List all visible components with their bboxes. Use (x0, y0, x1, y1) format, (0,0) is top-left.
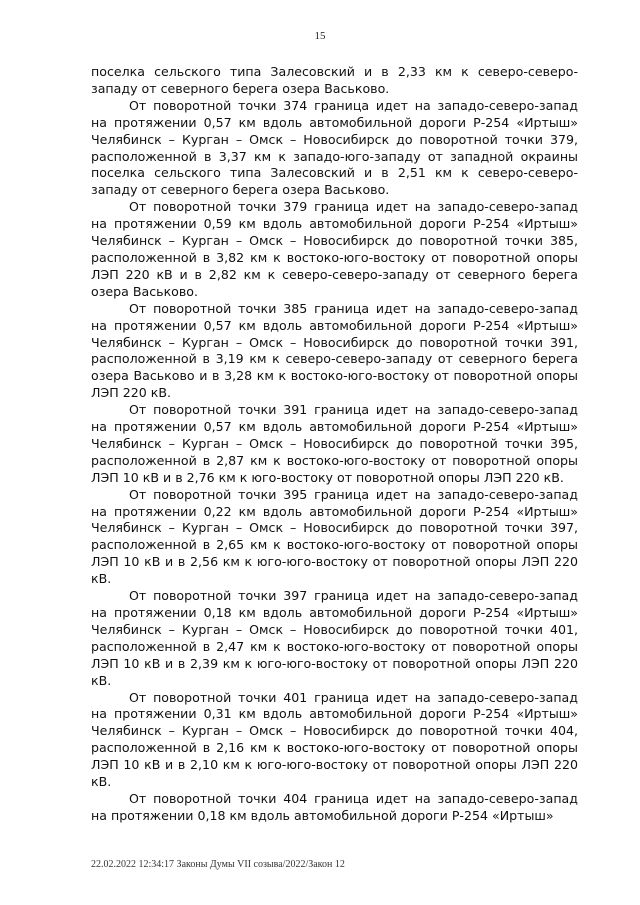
paragraph-point-397: От поворотной точки 397 граница идет на западо-северо-запад на протяжении 0,18 км вдоль автомобильной дороги Р-254 «Иртыш» Челябинск – Курган – Омск – Новосибирск до поворотной точки 401, расположенной в 2,47 км к востоко-юго-востоку от поворотной опоры ЛЭП 10 кВ и в 2,39 км к юго-юго-востоку от поворотной опоры ЛЭП 220 кВ. (91, 588, 578, 688)
paragraph-point-374: От поворотной точки 374 граница идет на западо-северо-запад на протяжении 0,57 км вдоль автомобильной дороги Р-254 «Иртыш» Челябинск – Курган – Омск – Новосибирск до поворотной точки 379, расположенной в 3,37 км к западо-юго-западу от западной окраины поселка сельского типа Залесовский и в 2,51 км к северо-северо-западу от северного берега озера Васьково. (91, 97, 578, 198)
paragraph-point-401: От поворотной точки 401 граница идет на западо-северо-запад на протяжении 0,31 км вдоль автомобильной дороги Р-254 «Иртыш» Челябинск – Курган – Омск – Новосибирск до поворотной точки 404, расположенной в 2,16 км к востоко-юго-востоку от поворотной опоры ЛЭП 10 кВ и в 2,10 км к юго-юго-востоку от поворотной опоры ЛЭП 220 кВ. (91, 689, 578, 790)
paragraph-point-395: От поворотной точки 395 граница идет на западо-северо-запад на протяжении 0,22 км вдоль автомобильной дороги Р-254 «Иртыш» Челябинск – Курган – Омск – Новосибирск до поворотной точки 397, расположенной в 2,65 км к востоко-юго-востоку от поворотной опоры ЛЭП 10 кВ и в 2,56 км к юго-юго-востоку от поворотной опоры ЛЭП 220 кВ. (91, 486, 578, 587)
page-number: 15 (314, 30, 326, 42)
paragraph-point-404: От поворотной точки 404 граница идет на западо-северо-запад на протяжении 0,18 км вдоль автомобильной дороги Р-254 «Иртыш» (91, 790, 578, 823)
document-body (91, 64, 578, 825)
paragraph-point-385: От поворотной точки 385 граница идет на западо-северо-запад на протяжении 0,57 км вдоль автомобильной дороги Р-254 «Иртыш» Челябинск – Курган – Омск – Новосибирск до поворотной точки 391, расположенной в 3,19 км к северо-северо-западу от северного берега озера Васьково и в 3,28 км к востоко-юго-востоку от поворотной опоры ЛЭП 220 кВ. (91, 300, 578, 401)
paragraph-point-379: От поворотной точки 379 граница идет на западо-северо-запад на протяжении 0,59 км вдоль автомобильной дороги Р-254 «Иртыш» Челябинск – Курган – Омск – Новосибирск до поворотной точки 385, расположенной в 3,82 км к востоко-юго-востоку от поворотной опоры ЛЭП 220 кВ и в 2,82 км к северо-северо-западу от северного берега озера Васьково. (91, 199, 578, 299)
paragraph-point-391: От поворотной точки 391 граница идет на западо-северо-запад на протяжении 0,57 км вдоль автомобильной дороги Р-254 «Иртыш» Челябинск – Курган – Омск – Новосибирск до поворотной точки 395, расположенной в 2,87 км к востоко-юго-востоку от поворотной опоры ЛЭП 10 кВ и в 2,76 км к юго-востоку от поворотной опоры ЛЭП 220 кВ. (91, 402, 578, 485)
paragraph-continuation: поселка сельского типа Залесовский и в 2,33 км к северо-северо-западу от северного берега озера Васьково. (91, 64, 578, 96)
document-footer: 22.02.2022 12:34:17 Законы Думы VII созыва/2022/Закон 12 (91, 859, 345, 870)
